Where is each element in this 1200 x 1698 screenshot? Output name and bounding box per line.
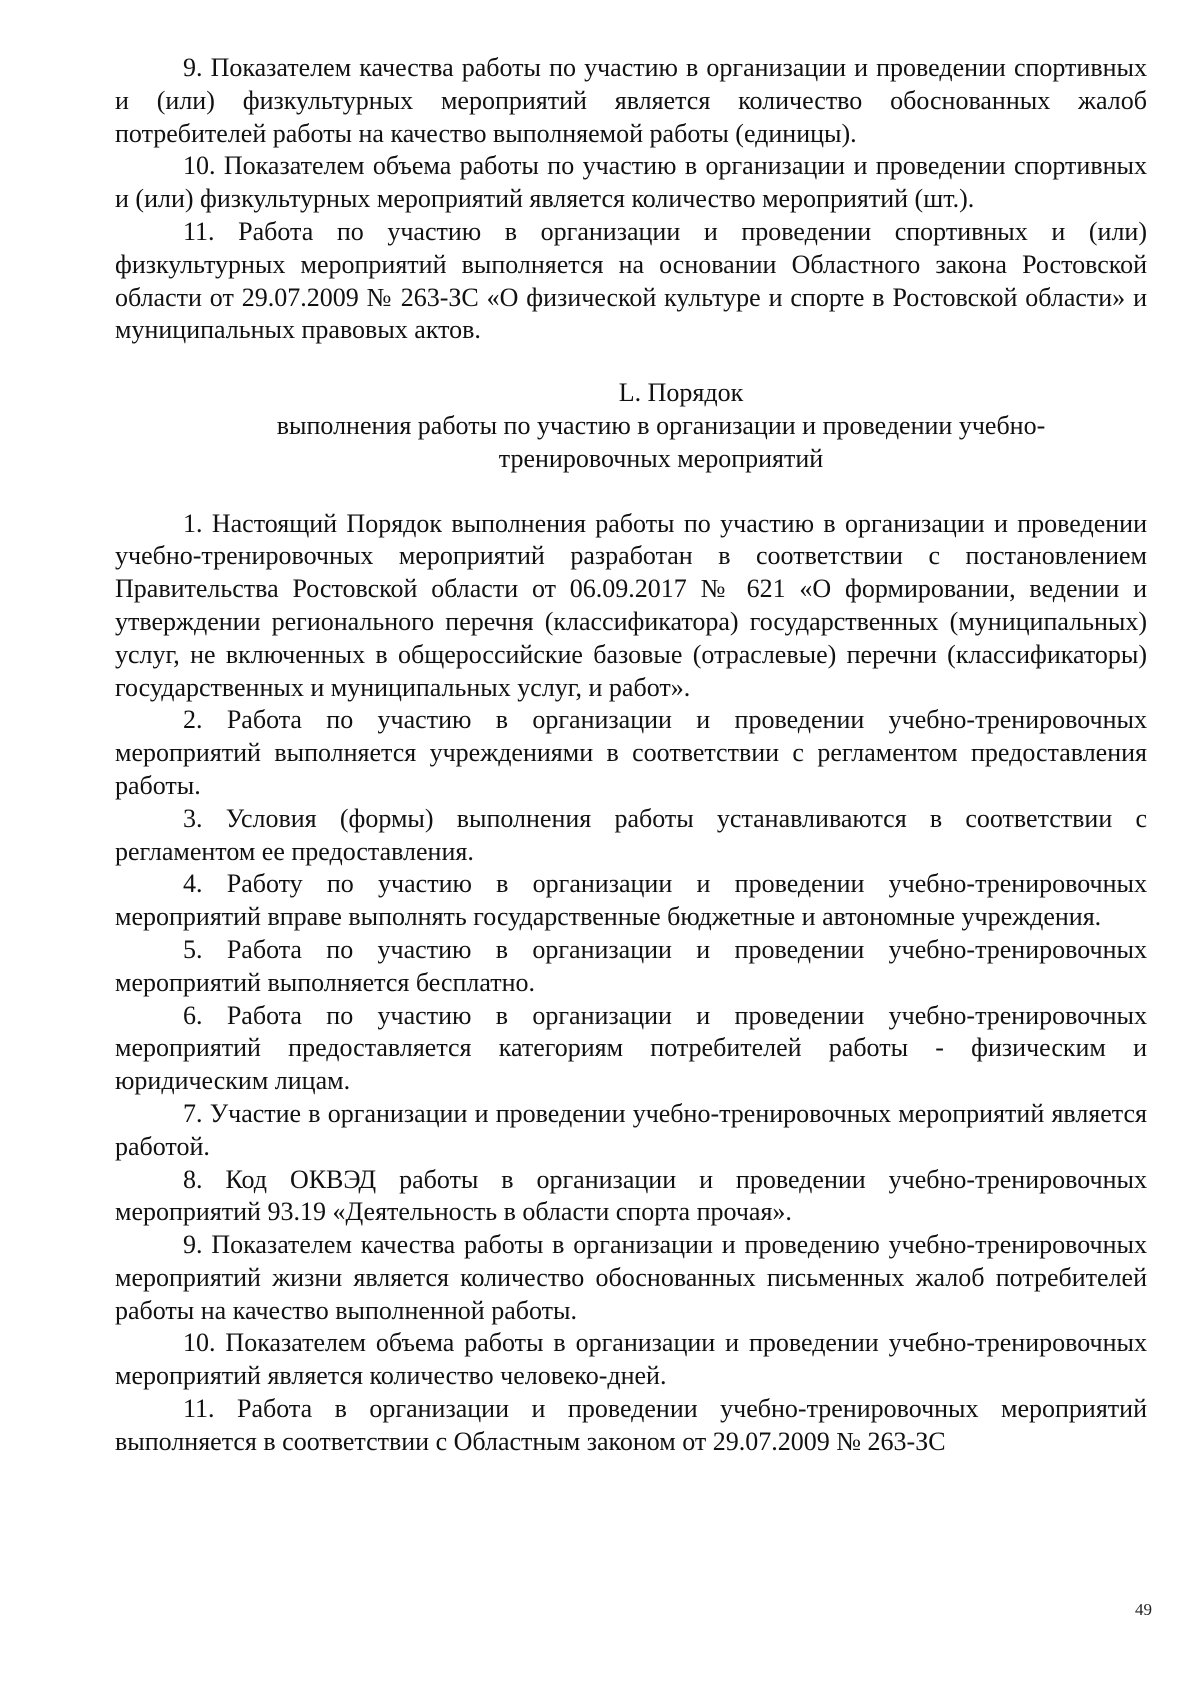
paragraph-10: 10. Показателем объема работы в организации и проведении учебно-тренировочных мероприятий является количество человеко-дней.	[115, 1328, 1147, 1391]
section-heading	[115, 377, 1147, 475]
paragraph-1: 1. Настоящий Порядок выполнения работы по участию в организации и проведении учебно-тренировочных мероприятий разработан в соответствии с постановлением Правительства Ростовской области от 06.09.2017 № 621 «О формировании, ведении и утверждении регионального перечня (классификатора) государственных (муниципальных) услуг, не включенных в общероссийские базовые (отраслевые) перечни (классификаторы) государственных и муниципальных услуг, и работ».	[115, 508, 1147, 702]
paragraph-6: 6. Работа по участию в организации и проведении учебно-тренировочных мероприятий предоставляется категориям потребителей работы - физическим и юридическим лицам.	[115, 1000, 1147, 1096]
paragraph-prev-10: 10. Показателем объема работы по участию в организации и проведении спортивных и (или) физкультурных мероприятий является количество мероприятий (шт.).	[115, 151, 1147, 214]
paragraph-7: 7. Участие в организации и проведении учебно-тренировочных мероприятий является работой.	[115, 1098, 1147, 1161]
section-subtitle: выполнения работы по участию в организации и проведении учебно-тренировочных мероприятий	[276, 410, 1046, 473]
paragraph-5: 5. Работа по участию в организации и проведении учебно-тренировочных мероприятий выполняется бесплатно.	[115, 934, 1147, 997]
paragraph-8: 8. Код ОКВЭД работы в организации и проведении учебно-тренировочных мероприятий 93.19 «Деятельность в области спорта прочая».	[115, 1164, 1147, 1227]
paragraph-4: 4. Работу по участию в организации и проведении учебно-тренировочных мероприятий вправе выполнять государственные бюджетные и автономные учреждения.	[115, 869, 1147, 932]
paragraph-11: 11. Работа в организации и проведении учебно-тренировочных мероприятий выполняется в соответствии с Областным законом от 29.07.2009 № 263-ЗС	[115, 1394, 1147, 1456]
page-number: 49	[1135, 1600, 1152, 1619]
document-page	[115, 52, 1147, 1459]
paragraph-2: 2. Работа по участию в организации и проведении учебно-тренировочных мероприятий выполняется учреждениями в соответствии с регламентом предоставления работы.	[115, 705, 1147, 800]
paragraph-3: 3. Условия (формы) выполнения работы устанавливаются в соответствии с регламентом ее предоставления.	[115, 803, 1147, 866]
paragraph-prev-9: 9. Показателем качества работы по участию в организации и проведении спортивных и (или) физкультурных мероприятий является количество обоснованных жалоб потребителей работы на качество выполняемой работы (единицы).	[115, 53, 1147, 148]
section-title: L. Порядок	[618, 378, 744, 408]
paragraph-9: 9. Показателем качества работы в организации и проведению учебно-тренировочных мероприятий жизни является количество обоснованных письменных жалоб потребителей работы на качество выполненной работы.	[115, 1230, 1147, 1325]
paragraph-prev-11: 11. Работа по участию в организации и проведении спортивных и (или) физкультурных мероприятий выполняется на основании Областного закона Ростовской области от 29.07.2009 № 263-ЗС «О физической культуре и спорте в Ростовской области» и муниципальных правовых актов.	[115, 216, 1147, 345]
